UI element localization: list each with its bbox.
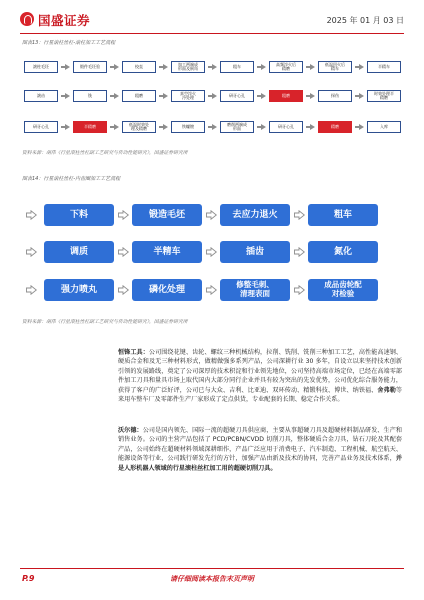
logo-text: 国盛证券 xyxy=(38,13,91,28)
fig14-step-r3-1: 强力喷丸 xyxy=(44,279,114,301)
flow-arrow-icon xyxy=(118,210,129,220)
paragraph-hengfeng-text: 公司围绕花键、齿轮、螺纹三种机械结构，拉削、铣削、铣削三种加工工艺，高性能高速钢、硬质合金和及无三种材料形式，做精做强多系列产品，公司深耕行业 30 多年，自设立以来坚持技术创新引领的发展路线，奠定了公司深厚的技术积淀和行业领先地位，公司坚持高端市场定位，已经在高端零部件加工刀具和量具市场上取代国内大部分同行企业并具有较为突出的先发优势，公司优化综合服务能力，获得了客户的广泛好评，公司已与大众、吉利、比亚迪、双环传动、精锻科技、博世、纳铁福、 xyxy=(118,349,403,394)
page-number: P.9 xyxy=(22,574,35,583)
fig14-step-r3-2: 磷化处理 xyxy=(132,279,202,301)
paragraph-woerde-lead: 沃尔德： xyxy=(118,427,143,434)
flow-arrow-icon xyxy=(206,285,217,295)
fig13-step-r2-1: 滚齿 xyxy=(24,90,58,102)
fig14-step-r3-4: 成品齿轮配 对检验 xyxy=(308,279,378,301)
flow-arrow-icon xyxy=(294,247,305,257)
fig13-step-r1-3: 校直 xyxy=(122,61,156,73)
fig13-step-r3-6: 研牙心孔 xyxy=(269,121,303,133)
fig13-step-r1-6: 高频淬火后 精磨 xyxy=(269,61,303,73)
fig13-step-r2-4: 真空淬火 冷处理 xyxy=(171,90,205,102)
figure14-source: 资料来源：胡伟《行星滚柱丝杠副工艺研究与传动性能研究》，国盛证券研究所 xyxy=(22,320,188,325)
flow-arrow-icon xyxy=(294,285,305,295)
fig13-step-r1-5: 粗车 xyxy=(220,61,254,73)
footer-rule xyxy=(20,568,404,569)
fig13-step-r2-7: 探伤 xyxy=(318,90,352,102)
fig13-step-r1-1: 滚柱毛坯 xyxy=(24,61,58,73)
fig13-step-r2-3: 粗磨 xyxy=(122,90,156,102)
paragraph-woerde-bold: 并是人形机器人领域的行星滚柱丝杠加工用的超硬切削刀具。 xyxy=(118,455,402,472)
fig13-step-r1-7: 低温回火后 精车 xyxy=(318,61,352,73)
figure13-title: 图表13：行星滚柱丝杠-滚柱加工工艺流程 xyxy=(22,40,116,46)
fig14-step-r1-1: 下料 xyxy=(44,204,114,226)
flow-arrow-icon xyxy=(294,210,305,220)
report-date: 2025 年 01 月 03 日 xyxy=(326,16,404,25)
fig13-step-r3-7: 精磨 xyxy=(318,121,352,133)
flow-arrow-icon xyxy=(26,285,37,295)
fig13-step-r3-1: 研牙心孔 xyxy=(24,121,58,133)
fig13-step-r1-8: 半精车 xyxy=(367,61,401,73)
fig14-step-r2-2: 半精车 xyxy=(132,241,202,263)
fig13-step-r2-2: 铣 xyxy=(73,90,107,102)
paragraph-hengfeng-tail: 等来用车整车厂及零部件生产厂家形成了定点供货，专业配套的长期、稳定合作关系。 xyxy=(118,386,403,404)
fig14-step-r1-4: 粗车 xyxy=(308,204,378,226)
fig14-step-r1-2: 锻造毛坯 xyxy=(132,204,202,226)
paragraph-woerde xyxy=(118,426,402,473)
fig14-step-r2-1: 调质 xyxy=(44,241,114,263)
fig14-step-r2-3: 插齿 xyxy=(220,241,290,263)
fig13-step-r1-4: 加工两端成 形面及倒角 xyxy=(171,61,205,73)
flow-arrow-icon xyxy=(206,247,217,257)
fig13-step-r1-2: 锻件毛坯验 xyxy=(73,61,107,73)
fig13-step-r2-6: 粗磨 xyxy=(269,90,303,102)
fig14-step-r1-3: 去应力退火 xyxy=(220,204,290,226)
fig13-step-r3-4: 铁螺镀 xyxy=(171,121,205,133)
fig13-step-r2-5: 研牙心孔 xyxy=(220,90,254,102)
flow-arrow-icon xyxy=(118,285,129,295)
figure13-source: 资料来源：胡伟《行星滚柱丝杠副工艺研究与传动性能研究》，国盛证券研究所 xyxy=(22,151,188,156)
fig13-step-r3-5: 磨削两端成 形面 xyxy=(220,121,254,133)
flow-arrow-icon xyxy=(118,247,129,257)
fig14-step-r3-3: 修整毛刺、 清理表面 xyxy=(220,279,290,301)
flow-arrow-icon xyxy=(206,210,217,220)
fig13-step-r3-3: 低温时效处 理及精磨 xyxy=(122,121,156,133)
fig13-step-r2-8: 时效处理半 精磨 xyxy=(367,90,401,102)
fig13-step-r3-8: 入库 xyxy=(367,121,401,133)
fig14-step-r2-4: 氮化 xyxy=(308,241,378,263)
fig13-step-r3-2: 半精磨 xyxy=(73,121,107,133)
paragraph-hengfeng xyxy=(118,348,402,404)
flow-arrow-icon xyxy=(26,210,37,220)
footer-disclaimer: 请仔细阅读本报告末页声明 xyxy=(170,575,254,583)
figure14-title: 图表14：行星滚柱丝杠-内齿圈加工工艺流程 xyxy=(22,176,121,182)
paragraph-woerde-text: 公司是国内领先、国际一流的超硬刀具供应商，主要从事超硬刀具及超硬材料制品研发、生产和销售业务。公司的主营产品包括了 PCD/PCBN/CVDD 切削刀具，整体硬质合金刀具，钻石刀轮及其配套产品，公司始终在超硬材料领域深耕细作，产品广泛应用于消费电子、汽车制造、工程机械、航空航天、能源设备等行业，公司践行研发先行的方针，加强产品由新及技术的协同，完善产品业务及技术体系， xyxy=(118,427,402,463)
flow-arrow-icon xyxy=(26,247,37,257)
paragraph-hengfeng-lead: 恒锋工具： xyxy=(118,349,149,356)
paragraph-hengfeng-bold: 舍弗勒 xyxy=(377,386,396,394)
